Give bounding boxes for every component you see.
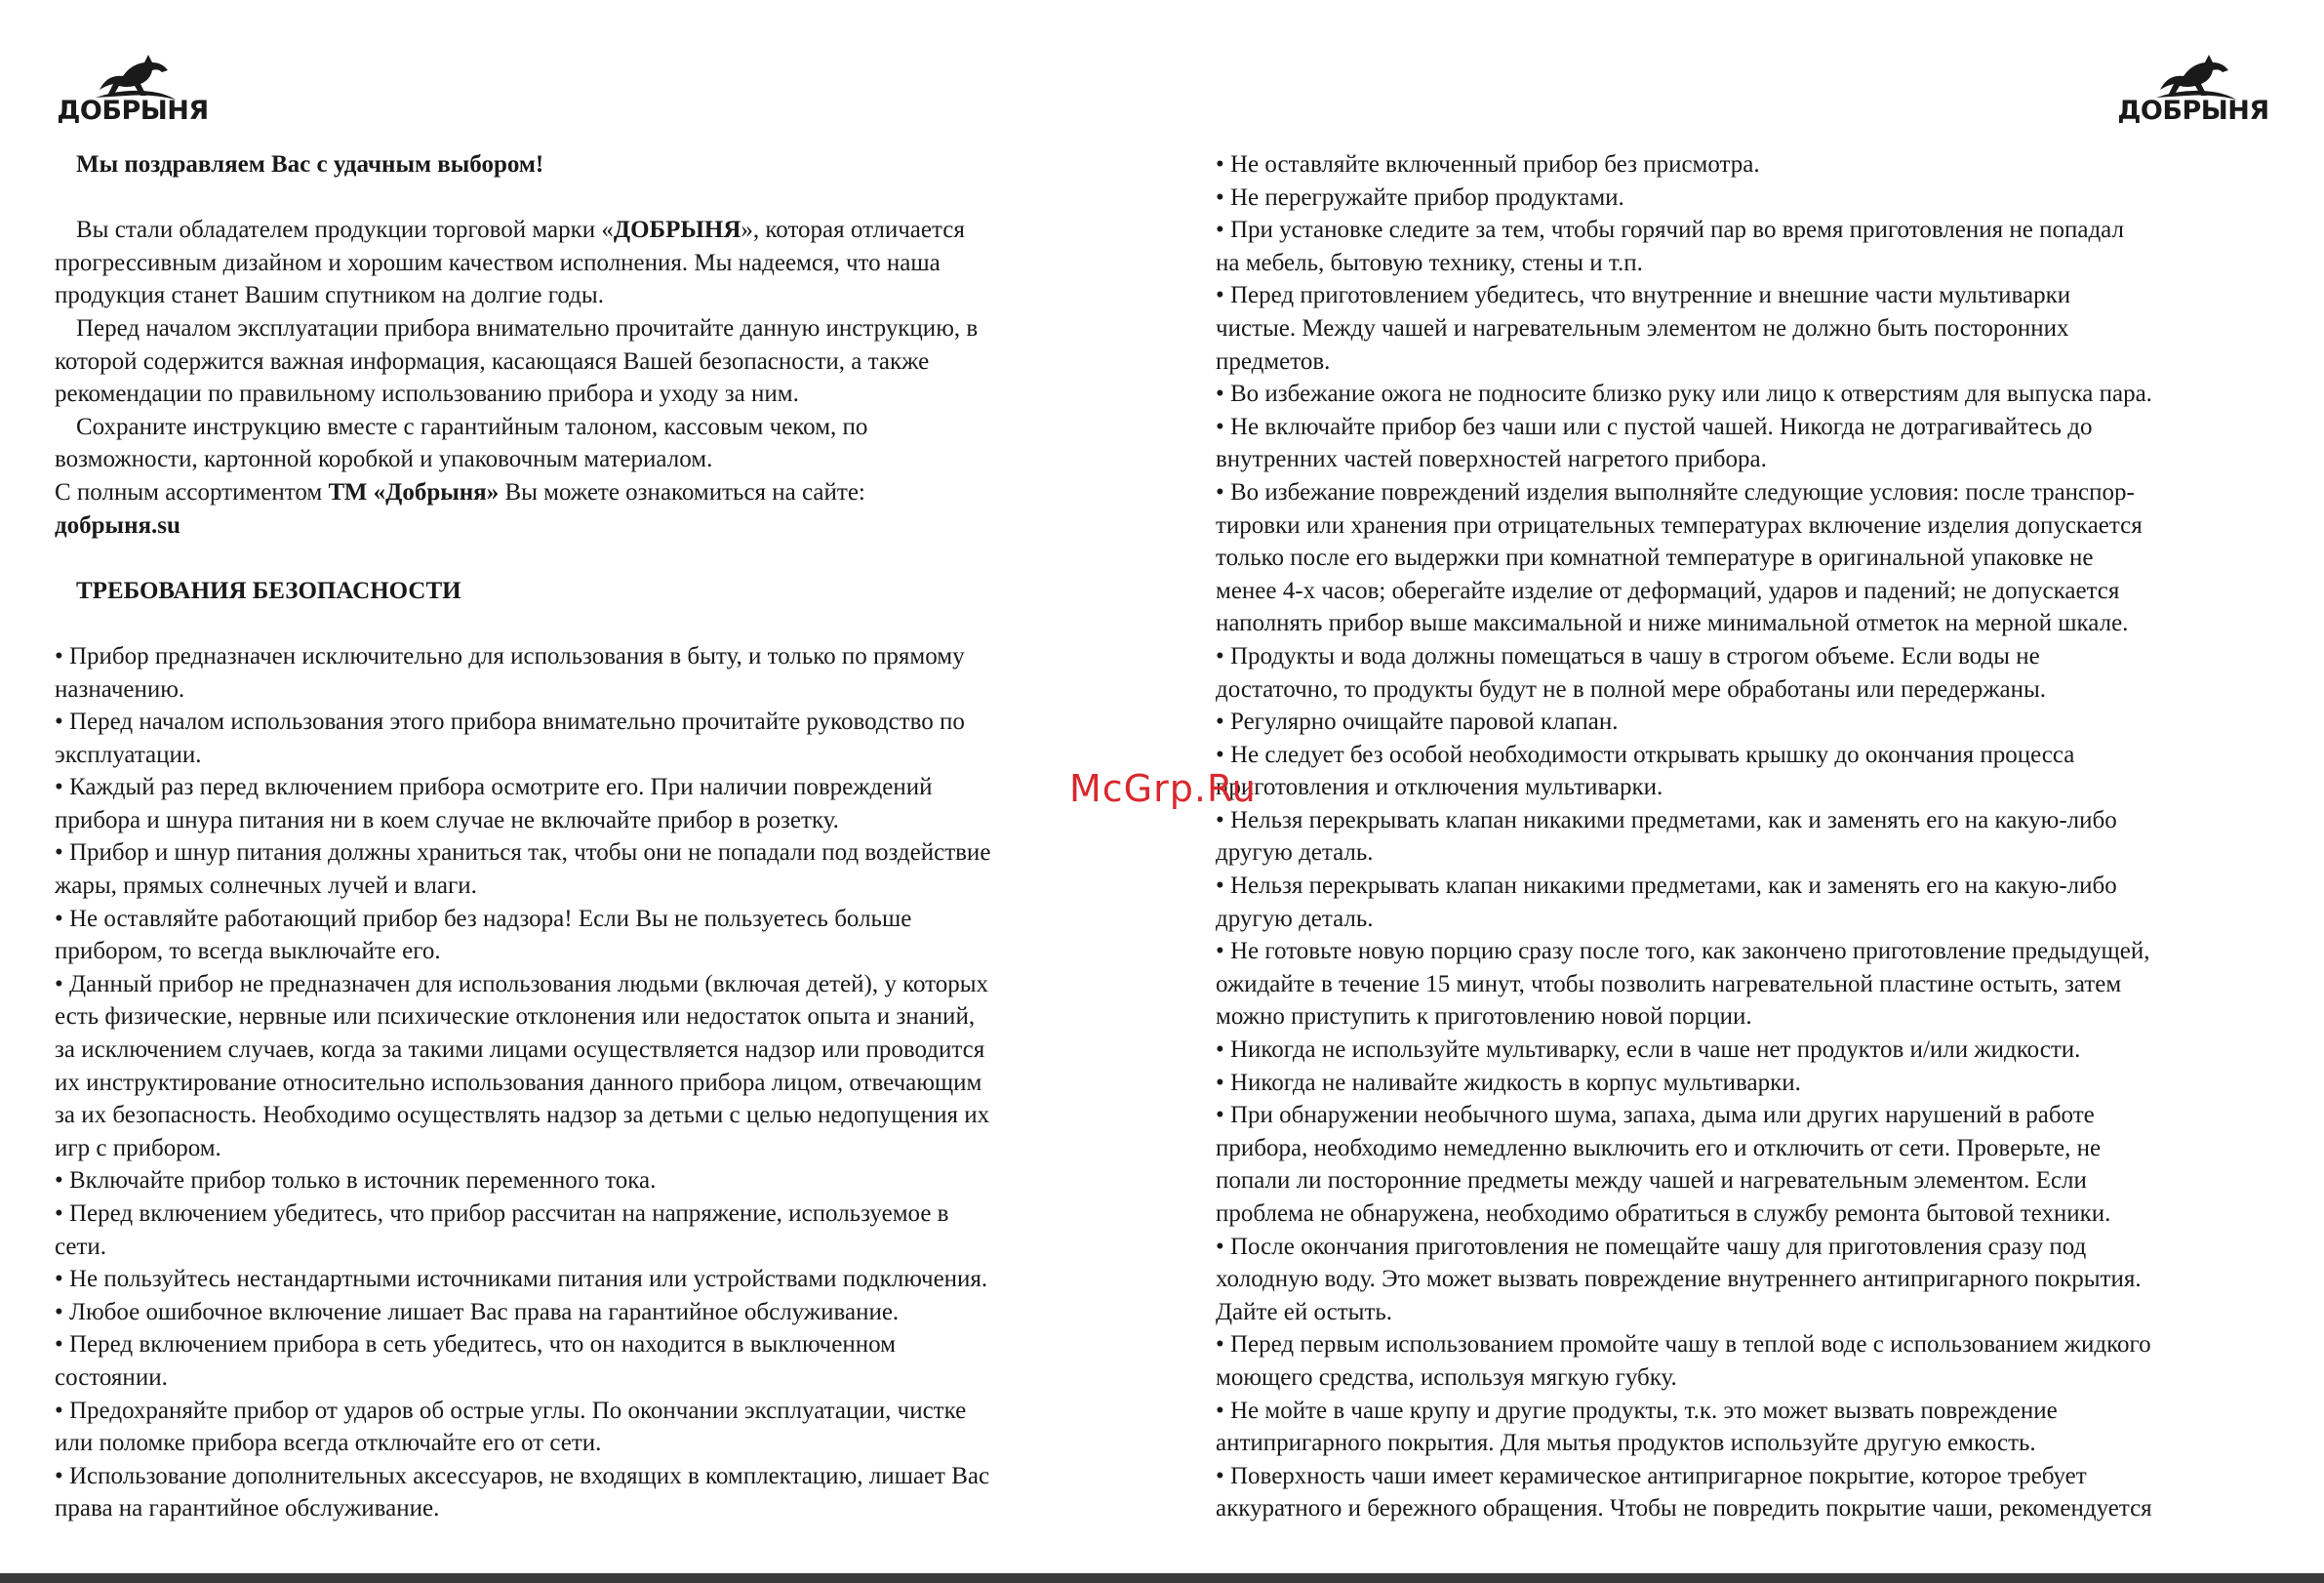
text-line: чистые. Между чашей и нагревательным элементом не должно быть посторонних <box>1216 314 2069 342</box>
text-line: приготовления и отключения мультиварки. <box>1216 774 1663 801</box>
text-line: права на гарантийное обслуживание. <box>55 1495 440 1522</box>
text-line: • Включайте прибор только в источник переменного тока. <box>55 1167 657 1195</box>
text-line: • Не оставляйте работающий прибор без надзора! Если Вы не пользуетесь больше <box>55 905 912 932</box>
text-line: • Данный прибор не предназначен для использования людьми (включая детей), у которых <box>55 970 989 997</box>
text-line: • Нельзя перекрывать клапан никакими предметами, как и заменять его на какую-либо <box>1216 806 2117 833</box>
left-column <box>55 148 1108 1525</box>
text-line: • Перед первым использованием промойте чашу в теплой воде с использованием жидкого <box>1216 1331 2151 1359</box>
brand-name: ДОБРЫНЯ <box>57 96 209 126</box>
text-line: наполнять прибор выше максимальной и ниже минимальной отметок на мерной шкале. <box>1216 610 2129 637</box>
text-line: • Нельзя перекрывать клапан никакими предметами, как и заменять его на какую-либо <box>1216 873 2117 900</box>
text-line: аккуратного и бережного обращения. Чтобы не повредить покрытие чаши, рекомендуется <box>1216 1495 2152 1522</box>
text-line: • Не перегружайте прибор продуктами. <box>1216 183 1624 211</box>
text-line: только после его выдержки при комнатной температуре в оригинальной упаковке не <box>1216 545 2094 572</box>
text-line: внутренних частей поверхностей нагретого прибора. <box>1216 446 1767 473</box>
text-line: другую деталь. <box>1216 905 1374 932</box>
text-line: прибора и шнура питания ни в коем случае не включайте прибор в розетку. <box>55 806 839 833</box>
text-line: • Предохраняйте прибор от ударов об острые углы. По окончании эксплуатации, чистке <box>55 1397 967 1424</box>
intro-line: прогрессивным дизайном и хорошим качеством исполнения. Мы надеемся, что наша <box>55 249 941 276</box>
text-line: попали ли посторонние предметы между чашей и нагревательным элементом. Если <box>1216 1167 2087 1195</box>
intro-line: Перед началом эксплуатации прибора внимательно прочитайте данную инструкцию, в <box>76 314 979 342</box>
site-line: С полным ассортиментом ТМ «Добрыня» Вы можете ознакомиться на сайте: <box>55 478 865 506</box>
text-line: достаточно, то продукты будут не в полной мере обработаны или передержаны. <box>1216 675 2046 703</box>
text-line: • Никогда не наливайте жидкость в корпус мультиварки. <box>1216 1069 1801 1096</box>
text-line: проблема не обнаружена, необходимо обратиться в службу ремонта бытовой техники. <box>1216 1200 2111 1227</box>
text-line: холодную воду. Это может вызвать повреждение внутреннего антипригарного покрытия. <box>1216 1266 2142 1293</box>
intro-line: Вы стали обладателем продукции торговой марки «ДОБРЫНЯ», которая отличается <box>76 217 965 244</box>
text-line: • Прибор и шнур питания должны храниться так, чтобы они не попадали под воздействие <box>55 839 991 867</box>
text-line: состоянии. <box>55 1363 168 1391</box>
text-line: на мебель, бытовую технику, стены и т.п. <box>1216 249 1643 276</box>
text-line: • Поверхность чаши имеет керамическое антипригарное покрытие, которое требует <box>1216 1462 2087 1489</box>
section-title: ТРЕБОВАНИЯ БЕЗОПАСНОСТИ <box>76 577 461 604</box>
text-line: тировки или хранения при отрицательных температурах включение изделия допускается <box>1216 511 2143 539</box>
greeting: Мы поздравляем Вас с удачным выбором! <box>76 151 544 178</box>
text-line: • Использование дополнительных аксессуаров, не входящих в комплектацию, лишает Вас <box>55 1462 990 1489</box>
text-line: антипригарного покрытия. Для мытья продуктов используйте другую емкость. <box>1216 1430 2036 1457</box>
text-line: • Во избежание повреждений изделия выполняйте следующие условия: после транспор- <box>1216 478 2135 506</box>
text-line: • Перед началом использования этого прибора внимательно прочитайте руководство по <box>55 709 965 736</box>
text-line: • Перед приготовлением убедитесь, что внутренние и внешние части мультиварки <box>1216 282 2071 309</box>
text-line: • Перед включением убедитесь, что прибор рассчитан на напряжение, используемое в <box>55 1200 949 1227</box>
site-link[interactable]: добрыня.su <box>55 511 180 539</box>
text-line: их инструктирование относительно использования данного прибора лицом, отвечающим <box>55 1069 982 1096</box>
text-line: • Не мойте в чаше крупу и другие продукты, т.к. это может вызвать повреждение <box>1216 1397 2058 1424</box>
intro-line: возможности, картонной коробкой и упаковочным материалом. <box>55 446 713 473</box>
intro-line: которой содержится важная информация, касающаяся Вашей безопасности, а также <box>55 347 930 375</box>
intro-line: рекомендации по правильному использованию прибора и уходу за ним. <box>55 381 799 408</box>
text-line: или поломке прибора всегда отключайте его от сети. <box>55 1430 602 1457</box>
text-line: • При установке следите за тем, чтобы горячий пар во время приготовления не попадал <box>1216 217 2124 244</box>
text-line: Дайте ей остыть. <box>1216 1298 1393 1325</box>
text-line: • Никогда не используйте мультиварку, если в чаше нет продуктов и/или жидкости. <box>1216 1036 2081 1064</box>
text-line: • Каждый раз перед включением прибора осмотрите его. При наличии повреждений <box>55 774 933 801</box>
text-line: • Регулярно очищайте паровой клапан. <box>1216 709 1619 736</box>
text-line: жары, прямых солнечных лучей и влаги. <box>55 873 477 900</box>
watermark: McGrp.Ru <box>1069 767 1257 810</box>
text-line: прибора, необходимо немедленно выключить его и отключить от сети. Проверьте, не <box>1216 1134 2102 1161</box>
intro-line: продукция станет Вашим спутником на долгие годы. <box>55 282 604 309</box>
text-line: игр с прибором. <box>55 1134 221 1161</box>
page-divider <box>0 1573 2324 1583</box>
text-line: • Не готовьте новую порцию сразу после того, как закончено приготовление предыдущей, <box>1216 938 2150 965</box>
text-line: • Во избежание ожога не подносите близко руку или лицо к отверстиям для выпуска пара. <box>1216 381 2152 408</box>
text-line: есть физические, нервные или психические отклонения или недостаток опыта и знаний, <box>55 1003 976 1031</box>
text-line: другую деталь. <box>1216 839 1374 867</box>
text-line: прибором, то всегда выключайте его. <box>55 938 441 965</box>
text-line: • Не оставляйте включенный прибор без присмотра. <box>1216 151 1760 178</box>
intro-line: Сохраните инструкцию вместе с гарантийным талоном, кассовым чеком, по <box>76 413 868 440</box>
text-line: за их безопасность. Необходимо осуществлять надзор за детьми с целью недопущения их <box>55 1102 990 1129</box>
brand-name: ДОБРЫНЯ <box>2117 96 2269 126</box>
text-line: • Не пользуйтесь нестандартными источниками питания или устройствами подключения. <box>55 1266 988 1293</box>
safety-list-left <box>55 640 1108 1525</box>
text-line: назначению. <box>55 675 185 703</box>
text-line: • Прибор предназначен исключительно для использования в быту, и только по прямому <box>55 642 965 670</box>
text-line: можно приступить к приготовлению новой порции. <box>1216 1003 1752 1031</box>
text-line: • Любое ошибочное включение лишает Вас права на гарантийное обслуживание. <box>55 1298 900 1325</box>
text-line: • Не включайте прибор без чаши или с пустой чашей. Никогда не дотрагивайтесь до <box>1216 413 2093 440</box>
text-line: сети. <box>55 1233 107 1260</box>
brand-logo-left <box>55 51 211 129</box>
safety-list-right <box>1216 148 2269 1525</box>
text-line: менее 4-х часов; оберегайте изделие от деформаций, ударов и падений; не допускается <box>1216 577 2120 604</box>
text-line: • Продукты и вода должны помещаться в чашу в строгом объеме. Если воды не <box>1216 642 2040 670</box>
text-line: • При обнаружении необычного шума, запаха, дыма или других нарушений в работе <box>1216 1102 2095 1129</box>
brand-logo-right <box>2115 51 2271 129</box>
text-line: • Перед включением прибора в сеть убедитесь, что он находится в выключенном <box>55 1331 896 1359</box>
text-line: за исключением случаев, когда за такими лицами осуществляется надзор или проводится <box>55 1036 985 1064</box>
text-line: • Не следует без особой необходимости открывать крышку до окончания процесса <box>1216 741 2075 768</box>
text-line: эксплуатации. <box>55 741 202 768</box>
right-column <box>1216 148 2269 1525</box>
text-line: • После окончания приготовления не помещайте чашу для приготовления сразу под <box>1216 1233 2087 1260</box>
text-line: моющего средства, используя мягкую губку. <box>1216 1363 1677 1391</box>
text-line: предметов. <box>1216 347 1331 375</box>
text-line: ожидайте в течение 15 минут, чтобы позволить нагревательной пластине остыть, затем <box>1216 970 2122 997</box>
